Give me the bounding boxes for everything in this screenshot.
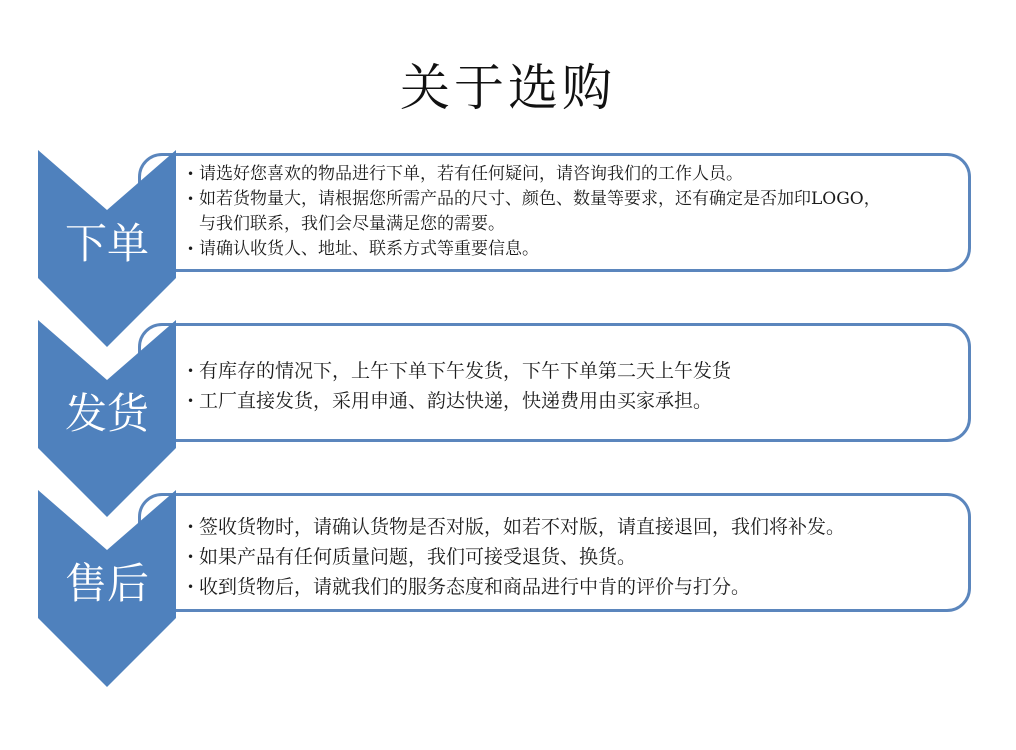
bullet-icon: • xyxy=(187,167,195,181)
page-title: 关于选购 xyxy=(400,59,616,117)
step-label: 售后 xyxy=(64,559,149,608)
bullet-icon: • xyxy=(187,550,195,564)
list-item-text: 请选好您喜欢的物品进行下单，若有任何疑问，请咨询我们的工作人员。 xyxy=(199,164,743,184)
bullet-icon: • xyxy=(187,242,195,256)
bullet-icon: • xyxy=(187,580,195,594)
step-bullet-list xyxy=(185,162,975,262)
list-item xyxy=(185,237,975,262)
list-item-text: 收到货物后，请就我们的服务态度和商品进行中肯的评价与打分。 xyxy=(199,576,751,598)
bullet-icon: • xyxy=(187,394,195,408)
step-bullet-list xyxy=(185,356,975,416)
list-item xyxy=(185,512,975,542)
list-item xyxy=(185,572,975,602)
list-item-text: 有库存的情况下，上午下单下午发货，下午下单第二天上午发货 xyxy=(199,360,732,382)
step-label: 下单 xyxy=(64,219,149,268)
list-item xyxy=(185,542,975,572)
bullet-icon: • xyxy=(187,520,195,534)
list-item-text: 工厂直接发货，采用申通、韵达快递，快递费用由买家承担。 xyxy=(199,390,713,412)
step-bullet-list xyxy=(185,512,975,602)
list-item xyxy=(185,187,975,237)
list-item xyxy=(185,356,975,386)
step-label: 发货 xyxy=(64,389,149,438)
list-item-text: 请确认收货人、地址、联系方式等重要信息。 xyxy=(199,239,539,259)
list-item-text: 如果产品有任何质量问题，我们可接受退货、换货。 xyxy=(199,546,637,568)
bullet-icon: • xyxy=(187,192,195,206)
process-step-after-sales xyxy=(0,490,1016,690)
list-item xyxy=(185,162,975,187)
list-item xyxy=(185,386,975,416)
list-item-text: 如若货物量大，请根据您所需产品的尺寸、颜色、数量等要求，还有确定是否加印LOGO， 与我们联系，我们会尽量满足您的需要。 xyxy=(199,189,881,234)
bullet-icon: • xyxy=(187,364,195,378)
list-item-text: 签收货物时，请确认货物是否对版，如若不对版，请直接退回，我们将补发。 xyxy=(199,516,846,538)
